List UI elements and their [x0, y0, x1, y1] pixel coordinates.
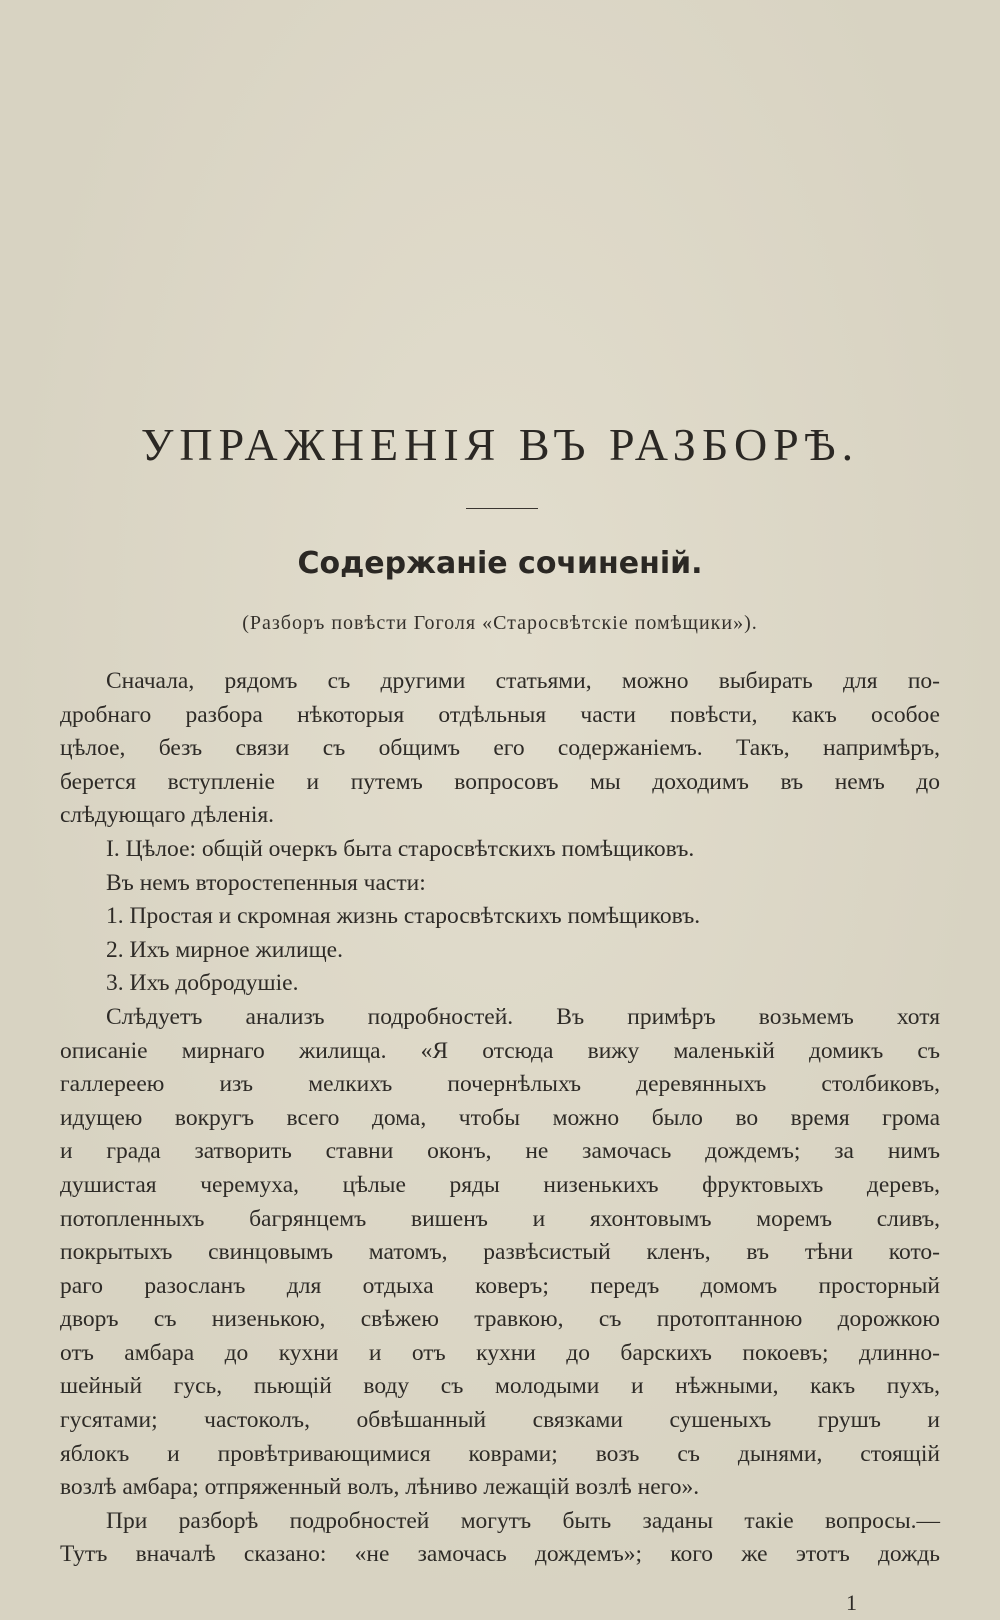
- text-line: Тутъ вначалѣ сказано: «не замочась дождемъ»; кого же этотъ дождь: [60, 1541, 940, 1568]
- text-line: 1. Простая и скромная жизнь старосвѣтскихъ помѣщиковъ.: [106, 903, 701, 930]
- section-note: (Разборъ повѣсти Гоголя «Старосвѣтскіе помѣщики»).: [242, 612, 758, 634]
- heading-divider: [466, 508, 538, 509]
- text-line: гусятами; частоколъ, обвѣшанный связками сушеныхъ грушъ и: [60, 1407, 940, 1434]
- text-line: покрытыхъ свинцовымъ матомъ, развѣсистый кленъ, въ тѣни кото-: [60, 1239, 940, 1266]
- bleed-through-text: [60, 95, 960, 375]
- page-number: 1: [846, 1590, 857, 1615]
- text-line: галлереею изъ мелкихъ почернѣлыхъ деревянныхъ столбиковъ,: [60, 1071, 940, 1098]
- text-line: шейный гусь, пьющій воду съ молодыми и нѣжными, какъ пухъ,: [60, 1373, 940, 1400]
- text-line: потопленныхъ багрянцемъ вишенъ и яхонтовымъ моремъ сливъ,: [60, 1205, 940, 1232]
- text-line: Сначала, рядомъ съ другими статьями, можно выбирать для по-: [106, 668, 940, 694]
- text-line: идущею вокругъ всего дома, чтобы можно было во время грома: [60, 1104, 940, 1131]
- text-line: слѣдующаго дѣленія.: [60, 802, 275, 829]
- text-line: I. Цѣлое: общій очеркъ быта старосвѣтскихъ помѣщиковъ.: [106, 835, 695, 862]
- text-line: возлѣ амбара; отпряженный волъ, лѣниво лежащій возлѣ него».: [60, 1474, 700, 1501]
- text-line: яблокъ и провѣтривающимися коврами; возъ съ дынями, стоящій: [60, 1440, 940, 1467]
- text-line: отъ амбара до кухни и отъ кухни до барскихъ покоевъ; длинно-: [60, 1339, 940, 1366]
- text-line: раго разосланъ для отдыха коверъ; передъ домомъ просторный: [60, 1272, 940, 1299]
- body-text: [60, 665, 940, 1572]
- text-line: дворъ съ низенькою, свѣжею травкою, съ протоптанною дорожкою: [60, 1306, 940, 1333]
- text-line: описаніе мирнаго жилища. «Я отсюда вижу маленькій домикъ съ: [60, 1037, 940, 1064]
- text-line: 2. Ихъ мирное жилище.: [106, 936, 343, 963]
- text-line: Слѣдуетъ анализъ подробностей. Въ примѣръ возьмемъ хотя: [106, 1003, 940, 1030]
- page-heading: УПРАЖНЕНІЯ ВЪ РАЗБОРѢ.: [140, 419, 860, 470]
- text-line: Въ немъ второстепенныя части:: [106, 869, 426, 896]
- text-line: берется вступленіе и путемъ вопросовъ мы доходимъ въ немъ до: [60, 768, 940, 795]
- section-title: Содержаніе сочиненій.: [297, 546, 703, 581]
- text-line: 3. Ихъ добродушіе.: [106, 970, 299, 997]
- text-line: и града затворить ставни оконъ, не замочась дождемъ; за нимъ: [60, 1138, 940, 1165]
- text-line: дробнаго разбора нѣкоторыя отдѣльныя части повѣсти, какъ особое: [60, 701, 940, 728]
- text-line: цѣлое, безъ связи съ общимъ его содержаніемъ. Такъ, напримѣръ,: [60, 735, 940, 762]
- text-line: душистая черемуха, цѣлые ряды низенькихъ фруктовыхъ деревъ,: [60, 1171, 940, 1198]
- text-line: При разборѣ подробностей могутъ быть заданы такіе вопросы.—: [106, 1507, 940, 1534]
